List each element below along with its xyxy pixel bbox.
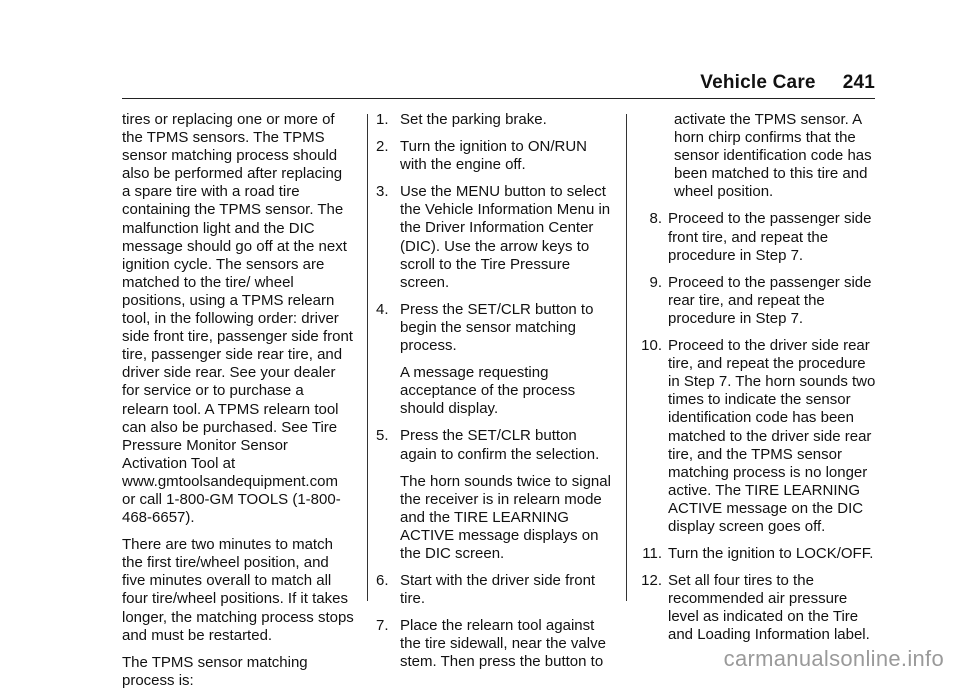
step-item [376, 572, 612, 608]
step-item [628, 572, 878, 644]
step-text [668, 572, 878, 644]
step-text [668, 210, 878, 264]
step-item [628, 274, 878, 328]
step-number: 4. [376, 300, 389, 318]
step-paragraph: Press the SET/CLR button to begin the sensor matching process. [400, 300, 594, 355]
column-1 [122, 111, 354, 699]
step-text [668, 545, 878, 563]
step-paragraph: Proceed to the driver side rear tire, and repeat the procedure in Step 7. The horn sounds two times to indicate the sensor identification code has been matched to the driver side rear tire, and the TPMS sensor matching process is no longer active. The TIRE LEARNING ACTIVE message on the DIC display screen goes off. [668, 337, 876, 535]
step-item [376, 183, 612, 292]
step-text [400, 301, 612, 419]
watermark: carmanualsonline.info [723, 646, 944, 671]
step-text [668, 337, 878, 536]
step-item [628, 210, 878, 264]
step-text [668, 274, 878, 328]
step-paragraph: Place the relearn tool against the tire sidewall, near the valve stem. Then press the button to [400, 617, 606, 671]
step-paragraph: Start with the driver side front tire. [400, 572, 596, 608]
step-number: 6. [376, 572, 389, 590]
step-item [628, 545, 878, 563]
paragraph: The TPMS sensor matching process is: [122, 653, 308, 689]
step-text [400, 183, 612, 292]
step-item [376, 301, 612, 419]
step-text [400, 138, 612, 174]
step-text [400, 572, 612, 608]
column-divider [626, 114, 627, 601]
step-paragraph: Set all four tires to the recommended air pressure level as indicated on the Tire and Loading Information label. [668, 572, 870, 644]
step-item [376, 138, 612, 174]
step-item [376, 111, 612, 129]
steps-list [376, 111, 612, 672]
section-title: Vehicle Care [700, 72, 816, 93]
step-number: 5. [376, 427, 389, 445]
paragraph: There are two minutes to match the first tire/wheel position, and five minutes overall to match all four tire/wheel positions. If it takes longer, the matching process stops and must be restarted. [122, 536, 354, 644]
page-header [0, 72, 875, 94]
step-paragraph: Proceed to the passenger side front tire, and repeat the procedure in Step 7. [668, 210, 872, 264]
step-paragraph: The horn sounds twice to signal the receiver is in relearn mode and the TIRE LEARNING ACTIVE message displays on the DIC screen. [400, 472, 611, 562]
step-number: 1. [376, 111, 389, 128]
step-number: 3. [376, 183, 389, 201]
steps-list [628, 210, 878, 644]
step-paragraph: A message requesting acceptance of the process should display. [400, 364, 576, 418]
step-continuation: activate the TPMS sensor. A horn chirp confirms that the sensor identification code has been matched to this tire and wheel position. [674, 111, 872, 201]
paragraph: tires or replacing one or more of the TPMS sensors. The TPMS sensor matching process should also be performed after replacing a spare tire with a road tire containing the TPMS sensor. The malfunction light and the DIC message should go off at the next ignition cycle. The sensors are matched to the tire/ wheel positions, using a TPMS relearn tool, in the following order: driver side front tire, passenger side front tire, passenger side rear tire, and driver side rear. See your dealer for service or to purchase a relearn tool. A TPMS relearn tool can also be purchased. See Tire Pressure Monitor Sensor Activation Tool at www.gmtoolsandequipment.com or call 1-800-GM TOOLS (1-800-468-6657). [122, 111, 353, 527]
step-paragraph: Proceed to the passenger side rear tire, and repeat the procedure in Step 7. [668, 273, 872, 327]
step-text [400, 427, 612, 563]
header-rule [122, 98, 875, 99]
step-text [400, 111, 612, 129]
step-number: 12. [641, 572, 662, 590]
column-divider [367, 114, 368, 601]
step-number: 7. [376, 617, 389, 635]
step-number: 2. [376, 138, 389, 156]
step-number: 9. [649, 273, 662, 291]
step-paragraph: Set the parking brake. [400, 111, 547, 128]
step-item [376, 427, 612, 563]
column-2 [376, 111, 612, 681]
step-paragraph: Use the MENU button to select the Vehicle Information Menu in the Driver Information Center (DIC). Use the arrow keys to scroll to the Tire Pressure screen. [400, 183, 611, 291]
step-item [376, 617, 612, 671]
step-number: 10. [641, 337, 662, 355]
column-3 [628, 111, 878, 654]
step-number: 8. [649, 210, 662, 228]
step-item [628, 337, 878, 536]
step-paragraph: Turn the ignition to LOCK/OFF. [668, 545, 874, 563]
step-paragraph: Turn the ignition to ON/RUN with the engine off. [400, 138, 588, 174]
step-number: 11. [642, 545, 662, 563]
page-number: 241 [842, 72, 875, 93]
step-text [400, 617, 612, 671]
step-paragraph: Press the SET/CLR button again to confirm the selection. [400, 427, 600, 463]
